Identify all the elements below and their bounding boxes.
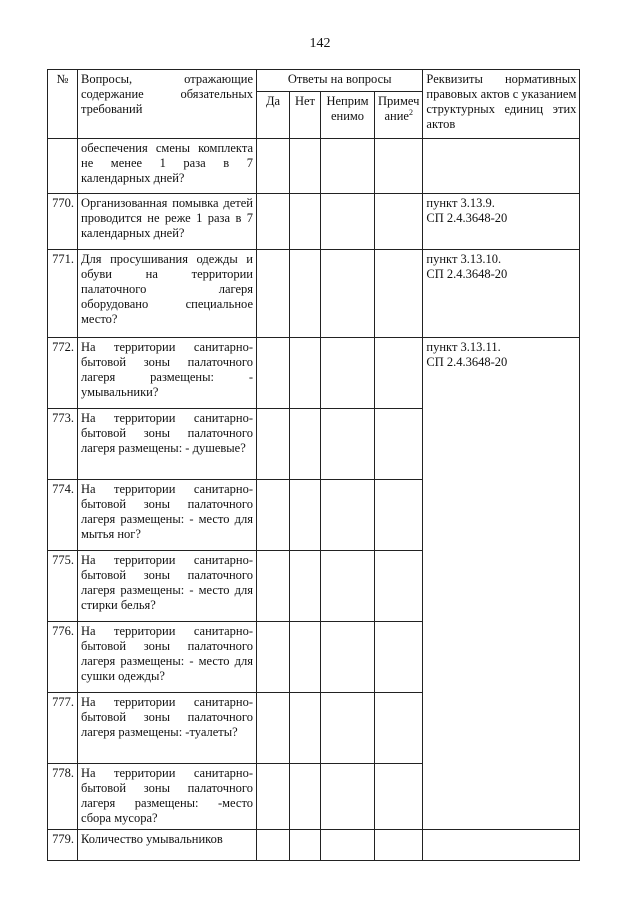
requisites-cell — [423, 139, 580, 194]
yes-cell[interactable] — [257, 764, 290, 830]
requisite-act: СП 2.4.3648-20 — [426, 355, 508, 369]
note-cell[interactable] — [375, 830, 423, 861]
not-applicable-cell[interactable] — [321, 764, 375, 830]
requisites-cell — [423, 338, 580, 830]
requisite-clause: пункт 3.13.10. — [426, 252, 502, 266]
row-question: На территории санитарно-бытовой зоны палаточного лагеря размещены: - место для мытья ног? — [78, 480, 257, 551]
not-applicable-cell[interactable] — [321, 250, 375, 338]
no-cell[interactable] — [290, 551, 321, 622]
row-num: 774. — [48, 480, 78, 551]
no-cell[interactable] — [290, 250, 321, 338]
not-applicable-cell[interactable] — [321, 551, 375, 622]
yes-cell[interactable] — [257, 480, 290, 551]
requisite-act: СП 2.4.3648-20 — [426, 211, 508, 225]
no-cell[interactable] — [290, 480, 321, 551]
note-cell[interactable] — [375, 693, 423, 764]
row-num-cell — [48, 139, 78, 194]
not-applicable-cell[interactable] — [321, 693, 375, 764]
yes-cell[interactable] — [257, 622, 290, 693]
row-question: На территории санитарно-бытовой зоны палаточного лагеря размещены: -место сбора мусора? — [78, 764, 257, 830]
yes-cell[interactable] — [257, 693, 290, 764]
no-cell[interactable] — [290, 693, 321, 764]
yes-cell[interactable] — [257, 250, 290, 338]
row-num: 777. — [48, 693, 78, 764]
note-cell[interactable] — [375, 480, 423, 551]
row-num: 773. — [48, 409, 78, 480]
header-num: № — [48, 70, 78, 139]
no-cell[interactable] — [290, 139, 321, 194]
row-question: На территории санитарно-бытовой зоны палаточного лагеря размещены: - место для сушки одежды? — [78, 622, 257, 693]
no-cell[interactable] — [290, 764, 321, 830]
no-cell[interactable] — [290, 409, 321, 480]
header-answers: Ответы на вопросы — [257, 70, 423, 92]
row-num: 779. — [48, 830, 78, 861]
no-cell[interactable] — [290, 194, 321, 250]
header-note — [375, 92, 423, 139]
requisites-cell — [423, 830, 580, 861]
checklist-table — [47, 69, 580, 861]
row-question: обеспечения смены комплекта не менее 1 раза в 7 календарных дней? — [78, 139, 257, 194]
requisite-clause: пункт 3.13.9. — [426, 196, 495, 210]
header-not-applicable: Неприм енимо — [321, 92, 375, 139]
table-row — [48, 830, 580, 861]
not-applicable-cell[interactable] — [321, 480, 375, 551]
yes-cell[interactable] — [257, 830, 290, 861]
yes-cell[interactable] — [257, 139, 290, 194]
no-cell[interactable] — [290, 622, 321, 693]
row-num: 775. — [48, 551, 78, 622]
not-applicable-cell[interactable] — [321, 338, 375, 409]
note-cell[interactable] — [375, 250, 423, 338]
not-applicable-cell[interactable] — [321, 830, 375, 861]
yes-cell[interactable] — [257, 194, 290, 250]
table-row — [48, 338, 580, 409]
table-row — [48, 139, 580, 194]
row-question: На территории санитарно-бытовой зоны палаточного лагеря размещены: - место для стирки белья? — [78, 551, 257, 622]
table-row — [48, 250, 580, 338]
not-applicable-cell[interactable] — [321, 139, 375, 194]
row-num: 776. — [48, 622, 78, 693]
note-cell[interactable] — [375, 338, 423, 409]
header-questions: Вопросы, отражающие содержание обязательных требований — [78, 70, 257, 139]
row-question: Организованная помывка детей проводится не реже 1 раза в 7 календарных дней? — [78, 194, 257, 250]
row-num: 778. — [48, 764, 78, 830]
no-cell[interactable] — [290, 338, 321, 409]
table-row — [48, 194, 580, 250]
row-question: На территории санитарно-бытовой зоны палаточного лагеря размещены: - душевые? — [78, 409, 257, 480]
row-num: 770. — [48, 194, 78, 250]
yes-cell[interactable] — [257, 338, 290, 409]
note-cell[interactable] — [375, 409, 423, 480]
page-number: 142 — [309, 36, 331, 51]
not-applicable-cell[interactable] — [321, 194, 375, 250]
requisite-act: СП 2.4.3648-20 — [426, 267, 508, 281]
note-cell[interactable] — [375, 764, 423, 830]
row-question: Количество умывальников — [78, 830, 257, 861]
note-cell[interactable] — [375, 551, 423, 622]
header-no: Нет — [290, 92, 321, 139]
note-cell[interactable] — [375, 622, 423, 693]
no-cell[interactable] — [290, 830, 321, 861]
not-applicable-cell[interactable] — [321, 622, 375, 693]
yes-cell[interactable] — [257, 551, 290, 622]
row-num: 772. — [48, 338, 78, 409]
note-cell[interactable] — [375, 194, 423, 250]
note-cell[interactable] — [375, 139, 423, 194]
requisites-cell — [423, 194, 580, 250]
requisites-cell — [423, 250, 580, 338]
not-applicable-cell[interactable] — [321, 409, 375, 480]
header-requisites: Реквизиты нормативных правовых актов с указанием структурных единиц этих актов — [423, 70, 580, 139]
row-question: На территории санитарно-бытовой зоны палаточного лагеря размещены: -туалеты? — [78, 693, 257, 764]
row-question: Для просушивания одежды и обуви на территории палаточного лагеря оборудовано специальное место? — [78, 250, 257, 338]
yes-cell[interactable] — [257, 409, 290, 480]
header-note-footnote: 2 — [408, 107, 413, 117]
row-question: На территории санитарно-бытовой зоны палаточного лагеря размещены: - умывальники? — [78, 338, 257, 409]
header-note-text: Примеч ание — [378, 94, 420, 123]
requisite-clause: пункт 3.13.11. — [426, 340, 501, 354]
row-num: 771. — [48, 250, 78, 338]
header-yes: Да — [257, 92, 290, 139]
